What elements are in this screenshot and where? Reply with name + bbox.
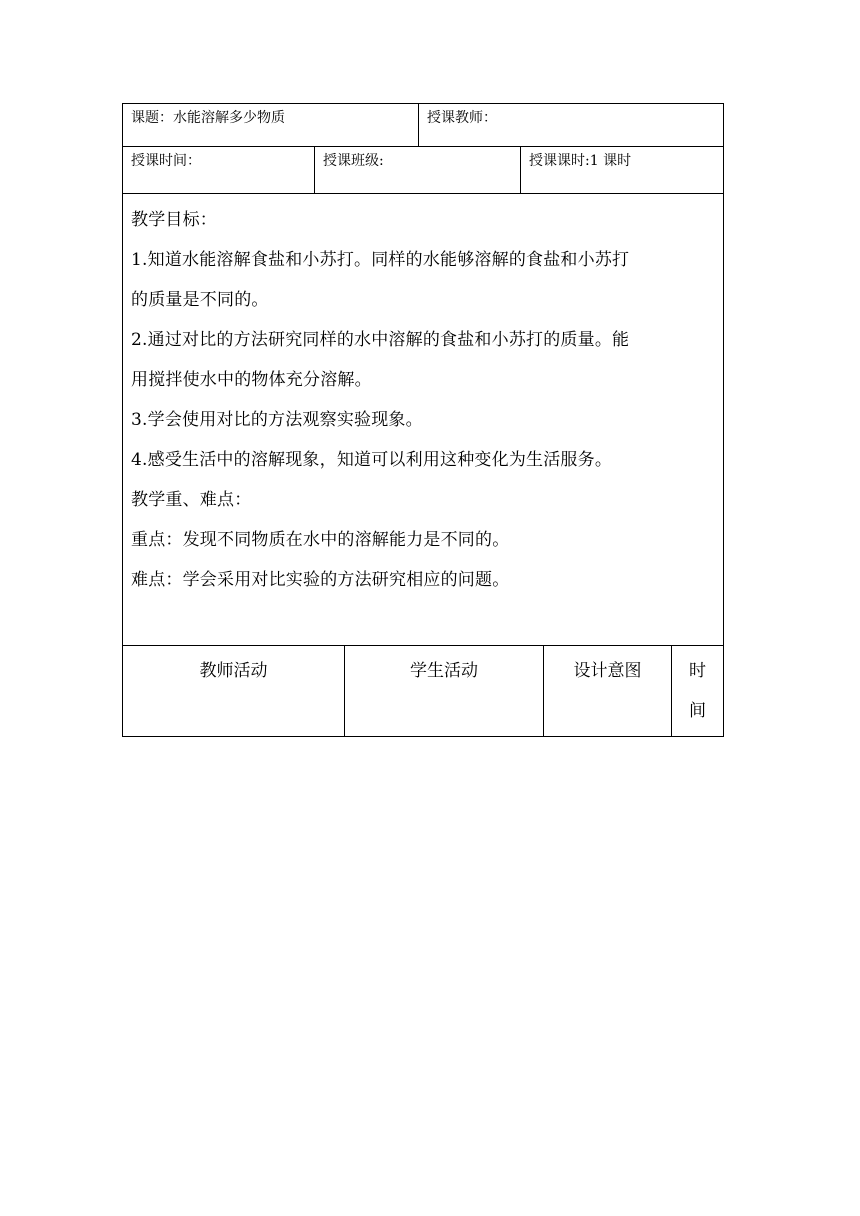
objective-2-line-2: 用搅拌使水中的物体充分溶解。 [131,370,372,390]
header-row-1 [123,104,723,147]
student-activity-header: 学生活动 [345,646,544,736]
topic-cell: 课题：水能溶解多少物质 [123,104,419,146]
time-header-char-2: 间 [689,701,706,721]
teacher-cell: 授课教师： [427,110,497,126]
objective-2-line-1: 2.通过对比的方法研究同样的水中溶解的食盐和小苏打的质量。能 [131,330,630,350]
class-cell: 授课班级: [315,147,521,193]
objectives-section [123,194,723,646]
lesson-plan-table [122,103,724,737]
header-row-2 [123,147,723,194]
time-header-char-1: 时 [689,661,706,681]
objective-4: 4.感受生活中的溶解现象，知道可以利用这种变化为生活服务。 [131,450,613,470]
time-cell: 授课时间： [123,147,315,193]
difficult-point: 难点：学会采用对比实验的方法研究相应的问题。 [131,570,510,590]
key-point: 重点：发现不同物质在水中的溶解能力是不同的。 [131,530,510,550]
key-difficult-heading: 教学重、难点： [131,490,252,510]
teacher-activity-header: 教师活动 [123,646,345,736]
time-header [672,646,723,736]
period-cell: 授课课时:1 课时 [529,153,632,169]
objective-1-line-2: 的质量是不同的。 [131,290,269,310]
objective-3: 3.学会使用对比的方法观察实验现象。 [131,410,423,430]
objective-1-line-1: 1.知道水能溶解食盐和小苏打。同样的水能够溶解的食盐和小苏打 [131,250,630,270]
objectives-heading: 教学目标： [131,210,217,230]
activity-header-row [123,646,723,736]
design-intent-header: 设计意图 [544,646,672,736]
